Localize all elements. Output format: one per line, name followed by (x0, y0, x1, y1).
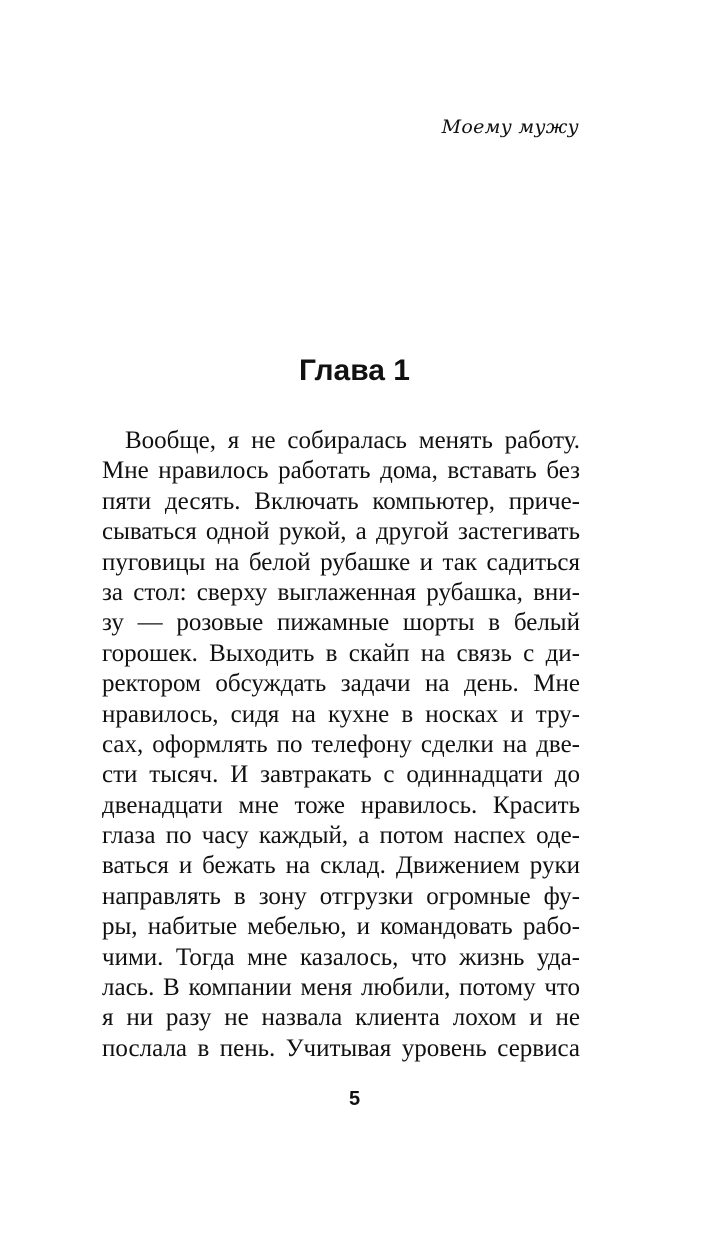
text-line: зу — розовые пижамные шорты в белый (102, 609, 580, 637)
text-line: пуговицы на белой рубашке и так садиться (102, 548, 580, 576)
text-line: глаза по часу каждый, а потом наспех оде- (102, 822, 580, 850)
text-line: ректором обсуждать задачи на день. Мне (102, 670, 580, 698)
text-line: лась. В компании меня любили, потому что (102, 974, 580, 1002)
text-line: Вообще, я не собиралась менять работу. (125, 427, 580, 454)
text-line: ры, набитые мебелью, и командовать рабо- (102, 913, 580, 941)
text-line: Мне нравилось работать дома, вставать без (102, 457, 580, 485)
text-line: чими. Тогда мне казалось, что жизнь уда- (102, 943, 580, 971)
chapter-body-text (102, 426, 580, 1064)
text-line: сываться одной рукой, а другой застегивать (102, 518, 580, 546)
text-line: горошек. Выходить в скайп на связь с ди- (102, 639, 580, 667)
text-line: за стол: сверху выглаженная рубашка, вни- (102, 578, 580, 606)
chapter-title: Глава 1 (298, 354, 410, 387)
text-line: направлять в зону отгрузки огромные фу- (102, 882, 580, 910)
text-line: послала в пень. Учитывая уровень сервиса (102, 1034, 580, 1062)
text-line: сти тысяч. И завтракать с одиннадцати до (102, 761, 580, 789)
dedication: Моему мужу (441, 116, 579, 138)
text-line: нравилось, сидя на кухне в носках и тру- (102, 700, 580, 728)
text-line: двенадцати мне тоже нравилось. Красить (102, 791, 580, 819)
text-line: я ни разу не назвала клиента лохом и не (102, 1004, 580, 1032)
text-line: ваться и бежать на склад. Движением руки (102, 852, 580, 880)
text-line: пяти десять. Включать компьютер, приче- (102, 487, 580, 515)
page-number: 5 (348, 1088, 361, 1110)
text-line: сах, оформлять по телефону сделки на две- (102, 730, 580, 758)
